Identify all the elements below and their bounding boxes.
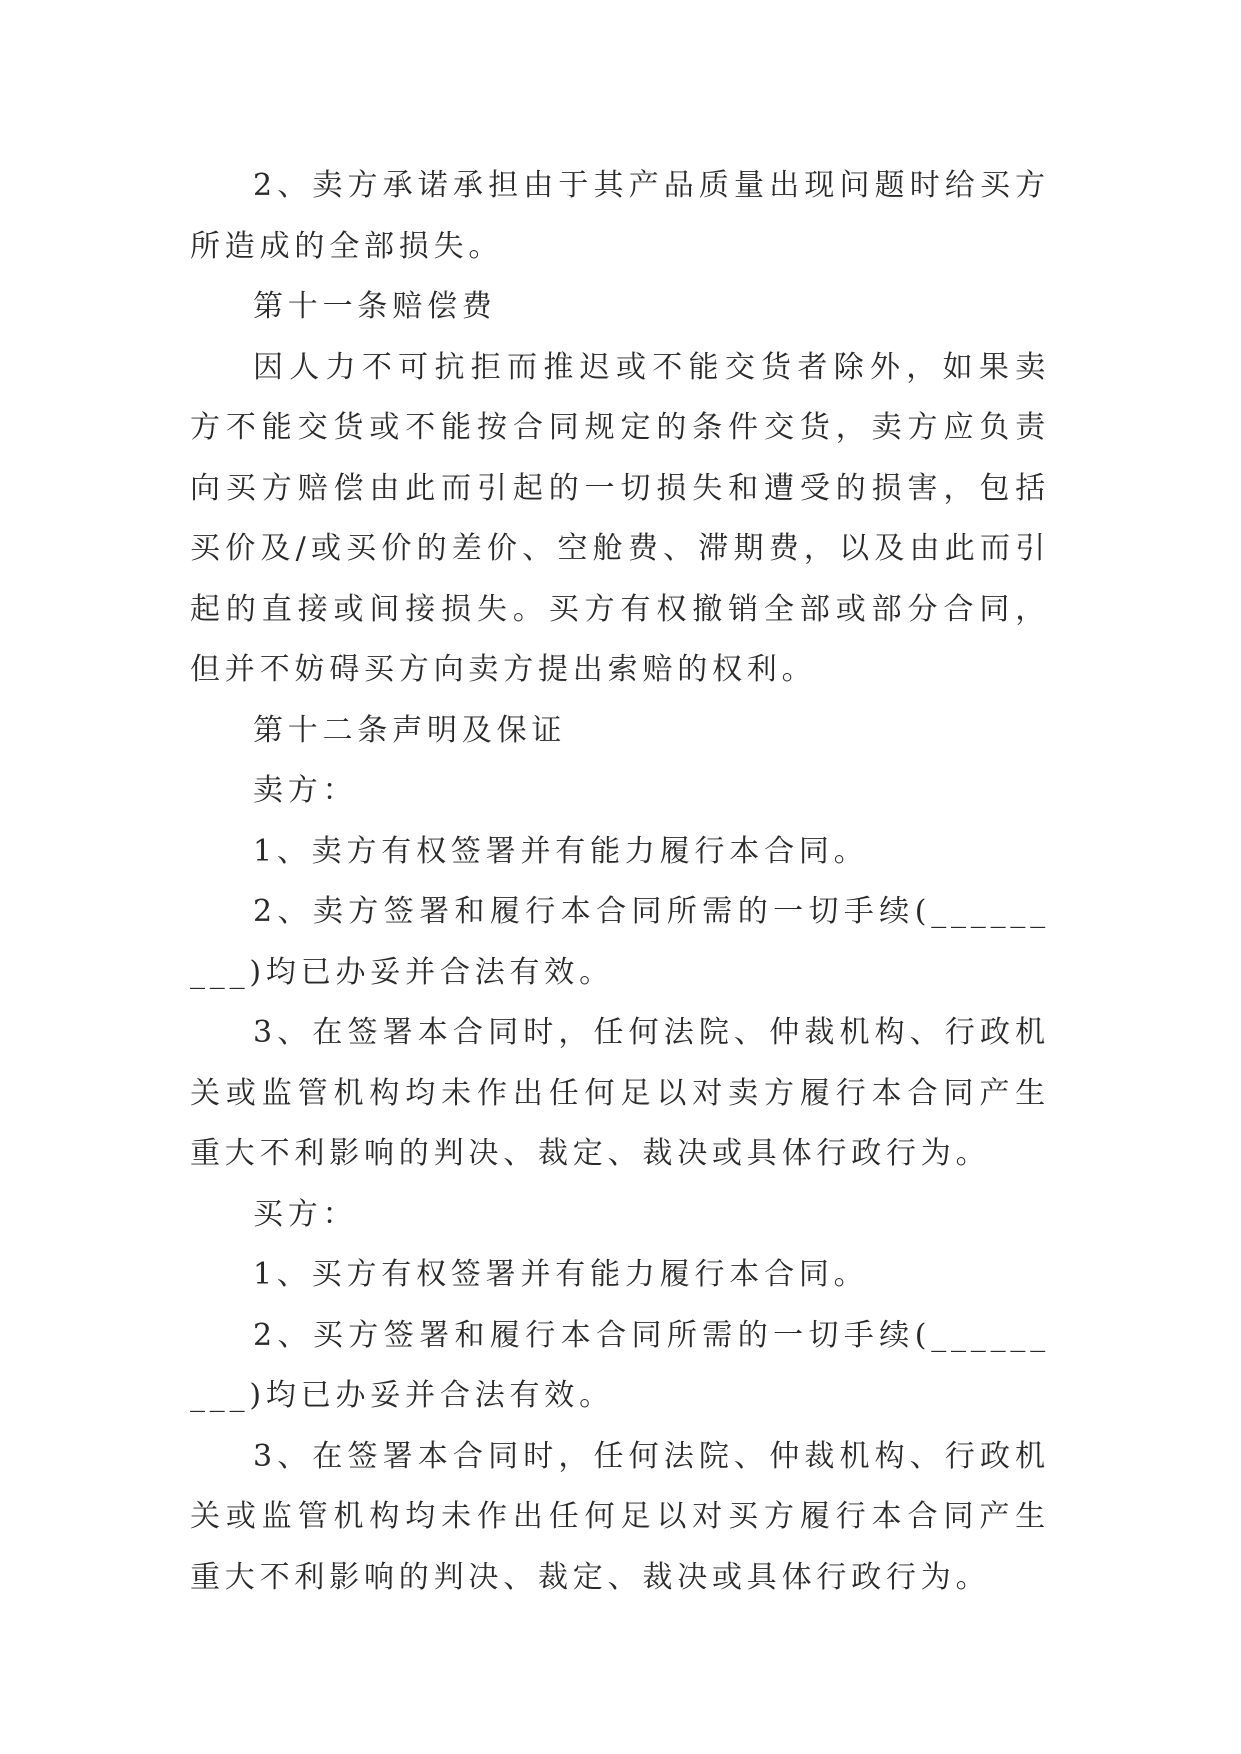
buyer-item-2: 2、买方签署和履行本合同所需的一切手续(_________)均已办妥并合法有效。: [190, 1317, 1050, 1413]
seller-item-1: 1、卖方有权签署并有能力履行本合同。: [253, 833, 869, 869]
buyer-heading: 买方：: [253, 1196, 358, 1232]
clause-11-body: 因人力不可抗拒而推迟或不能交货者除外，如果卖方不能交货或不能按合同规定的条件交货，卖方应负责向买方赔偿由此而引起的一切损失和遭受的损害，包括买价及/或买价的差价、空舱费、滞期费，以及由此而引起的直接或间接损失。买方有权撤销全部或部分合同，但并不妨碍买方向卖方提出索赔的权利。: [190, 349, 1050, 687]
clause-11-heading: 第十一条赔偿费: [253, 289, 497, 324]
buyer-item-3: 3、在签署本合同时，任何法院、仲裁机构、行政机关或监管机构均未作出任何足以对买方履行本合同产生重大不利影响的判决、裁定、裁决或具体行政行为。: [190, 1438, 1050, 1595]
buyer-item-1: 1、买方有权签署并有能力履行本合同。: [253, 1257, 869, 1292]
seller-heading: 卖方：: [253, 773, 358, 808]
document-body: [190, 156, 1050, 1608]
seller-item-3: 3、在签署本合同时，任何法院、仲裁机构、行政机关或监管机构均未作出任何足以对卖方履行本合同产生重大不利影响的判决、裁定、裁决或具体行政行为。: [190, 1015, 1050, 1171]
clause-12-heading: 第十二条声明及保证: [253, 712, 567, 748]
clause-10-item-2: 2、卖方承诺承担由于其产品质量出现问题时给买方所造成的全部损失。: [190, 168, 1050, 264]
seller-item-2: 2、卖方签署和履行本合同所需的一切手续(_________)均已办妥并合法有效。: [190, 894, 1050, 990]
